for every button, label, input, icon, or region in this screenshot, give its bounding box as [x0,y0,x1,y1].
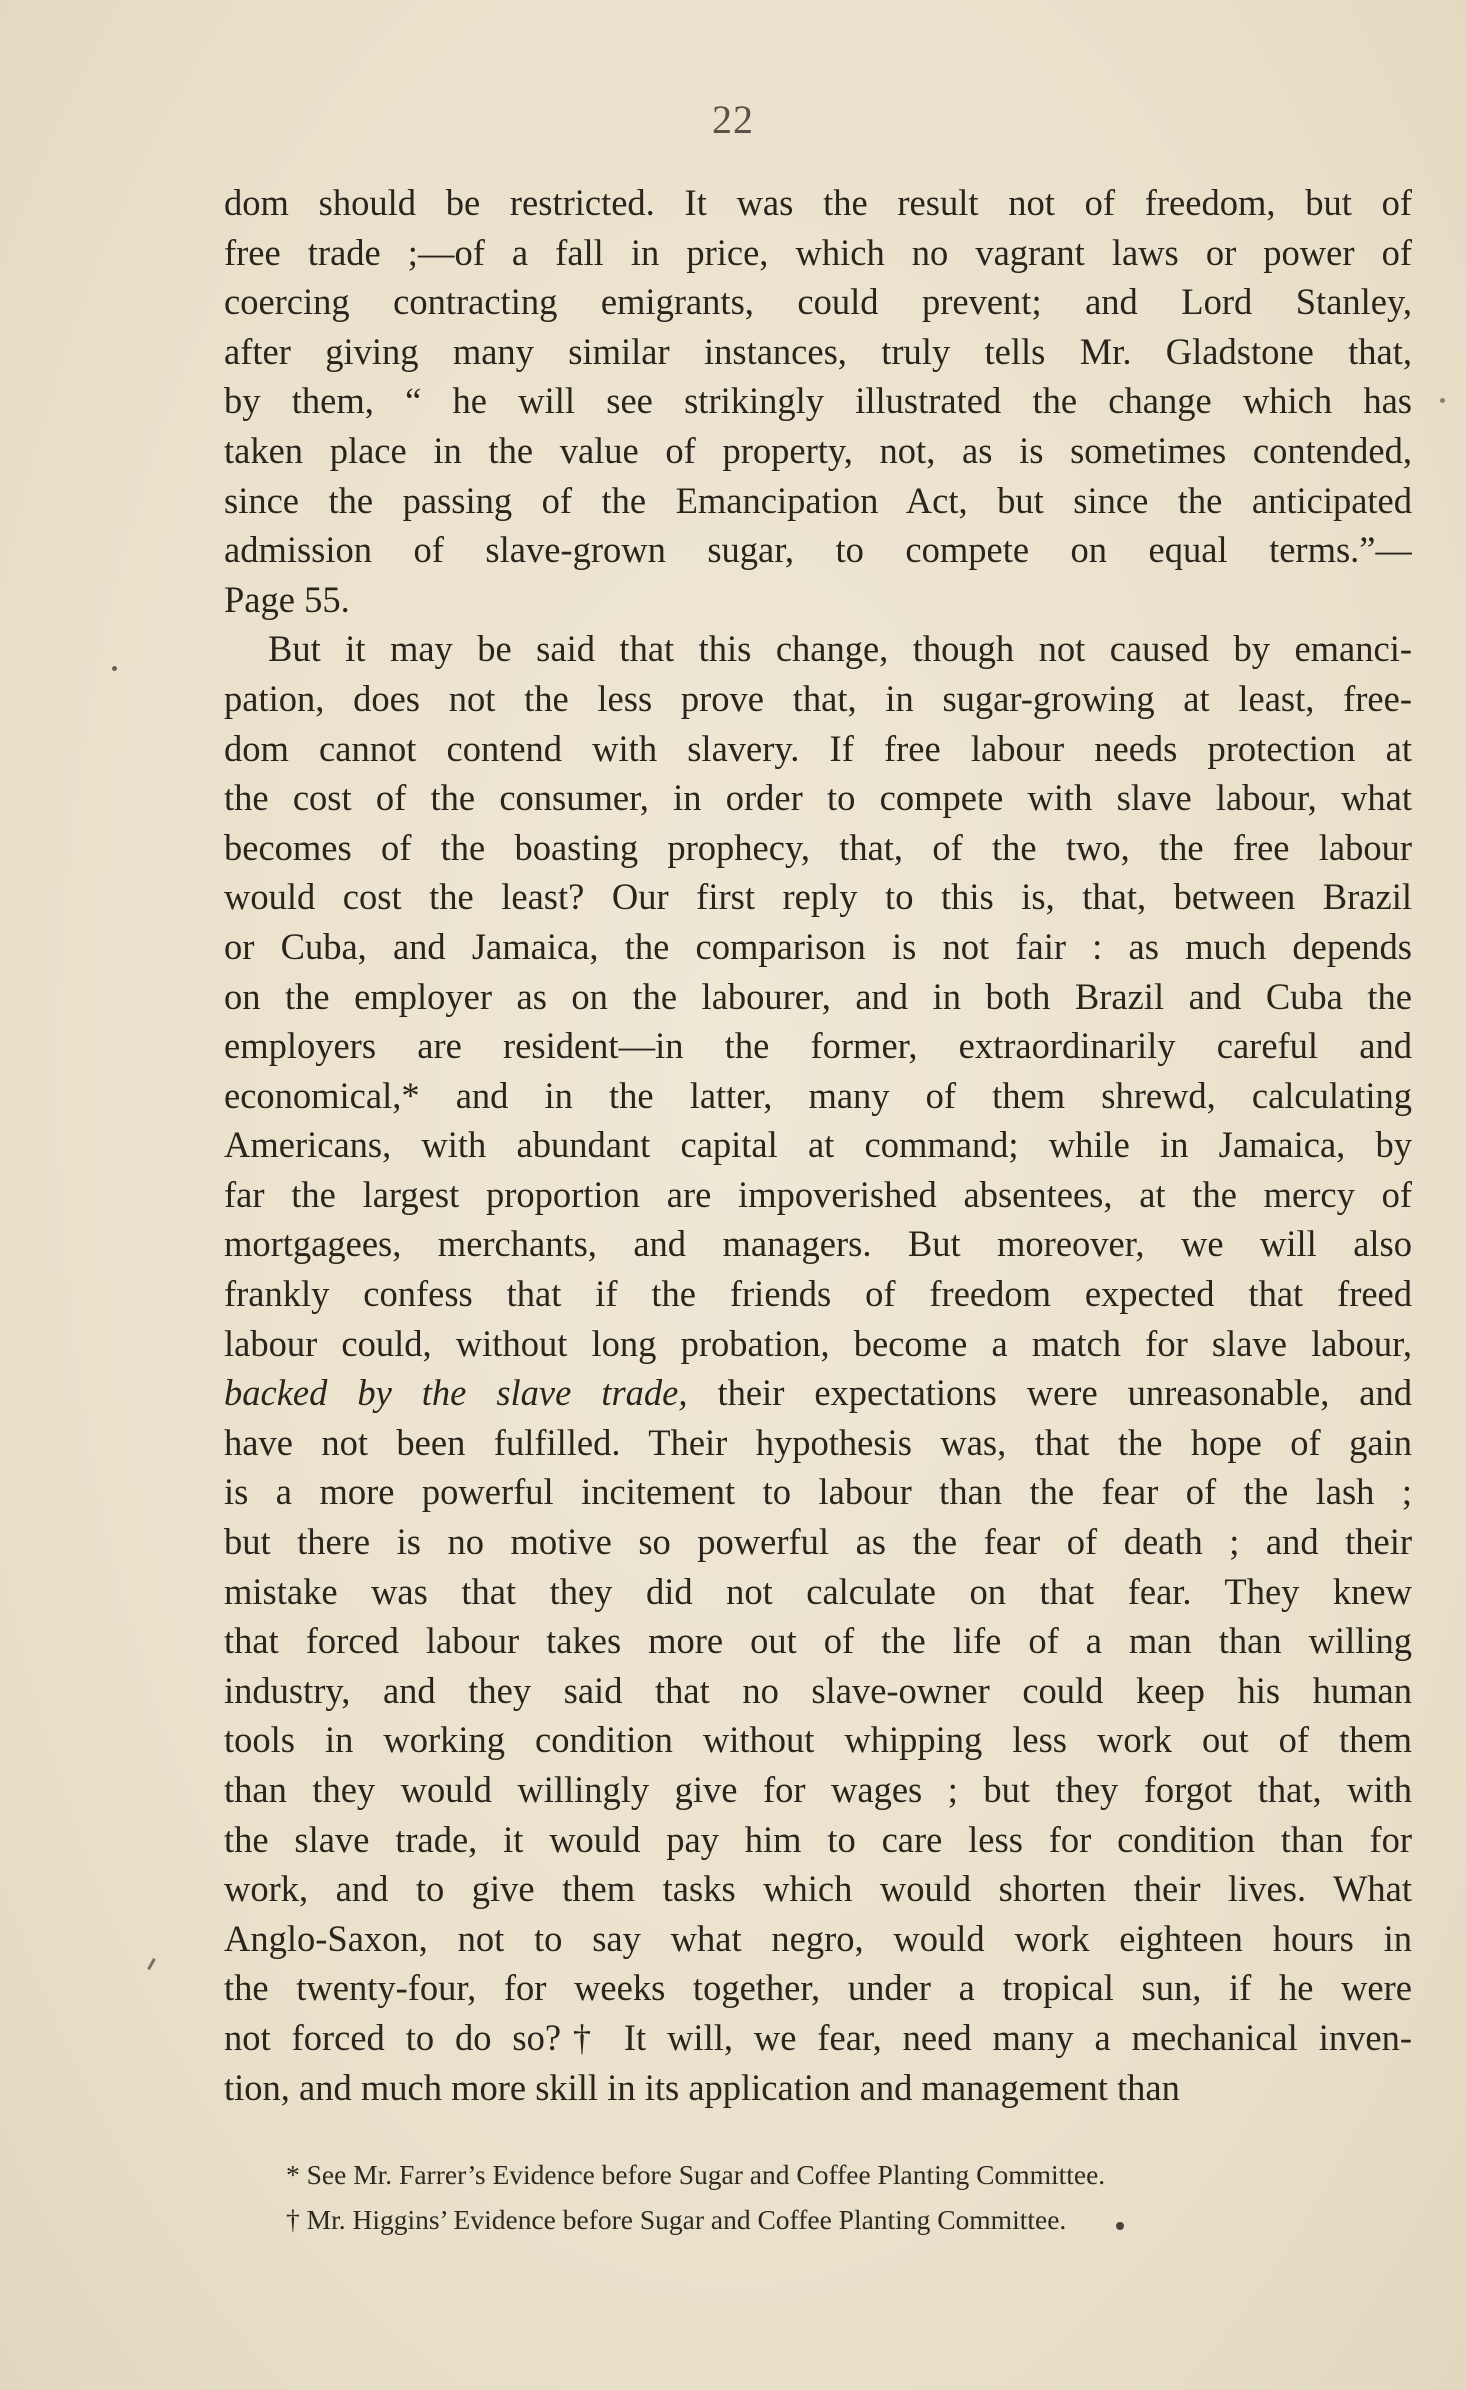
text-line: mistake was that they did not calculate on that fear. They knew [224,1570,1412,1612]
margin-speck [1440,398,1445,403]
text-line: is a more powerful incitement to labour than the fear of the lash ; [224,1471,1412,1513]
text-line: industry, and they said that no slave-owner could keep his human [224,1669,1412,1711]
text-line: Page 55. [224,578,350,620]
text-line: the cost of the consumer, in order to compete with slave labour, what [224,777,1412,819]
margin-speck [112,666,117,671]
text-line: work, and to give them tasks which would shorten their lives. What [224,1868,1412,1910]
text-line: not forced to do so?† It will, we fear, need many a mechanical inven- [224,2016,1412,2058]
text-line: tion, and much more skill in its application and management than [224,2066,1180,2108]
text-line: or Cuba, and Jamaica, the comparison is not fair : as much depends [224,925,1412,967]
text-line: Anglo-Saxon, not to say what negro, would work eighteen hours in [224,1917,1412,1959]
footnote-farrer: * See Mr. Farrer’s Evidence before Sugar and Coffee Planting Committee. [286,2159,1106,2190]
text-line: have not been fulfilled. Their hypothesis was, that the hope of gain [224,1421,1412,1463]
text-line: backed by the slave trade, their expectations were unreasonable, and [224,1372,1412,1414]
text-line: employers are resident—in the former, extraordinarily careful and [224,1025,1412,1067]
text-line: tools in working condition without whipping less work out of them [224,1719,1412,1761]
text-line: the twenty-four, for weeks together, under a tropical sun, if he were [224,1967,1412,2009]
text-line: on the employer as on the labourer, and in both Brazil and Cuba the [224,975,1412,1017]
text-line: taken place in the value of property, not, as is sometimes contended, [224,429,1412,471]
text-line: the slave trade, it would pay him to care less for condition than for [224,1818,1412,1860]
text-line: since the passing of the Emancipation Act, but since the anticipated [224,479,1412,521]
text-line: by them, “ he will see strikingly illustrated the change which has [224,380,1412,422]
text-line: coercing contracting emigrants, could prevent; and Lord Stanley, [224,281,1412,323]
margin-pencil-mark [147,1958,156,1970]
text-line: than they would willingly give for wages ; but they forgot that, with [224,1769,1412,1810]
footnotes [286,2152,1386,2242]
text-line: but there is no motive so powerful as the fear of death ; and their [224,1521,1412,1563]
italic-phrase: backed by the slave trade, [224,1372,688,1414]
text-line: dom cannot contend with slavery. If free labour needs protection at [224,727,1412,769]
footnote-higgins: † Mr. Higgins’ Evidence before Sugar and Coffee Planting Committee. [286,2204,1067,2235]
text-line: after giving many similar instances, truly tells Mr. Gladstone that, [224,330,1412,372]
text-line: economical,* and in the latter, many of them shrewd, calculating [224,1074,1412,1116]
text-line: becomes of the boasting prophecy, that, of the two, the free labour [224,826,1412,868]
text-line: mortgagees, merchants, and managers. But moreover, we will also [224,1223,1412,1265]
page-number: 22 [712,97,754,142]
body-text [224,178,1412,2112]
text-line: Americans, with abundant capital at command; while in Jamaica, by [224,1124,1412,1166]
text-line: pation, does not the less prove that, in sugar-growing at least, free- [224,677,1412,719]
text-line: far the largest proportion are impoverished absentees, at the mercy of [224,1173,1412,1215]
text-line: But it may be said that this change, though not caused by emanci- [268,628,1412,670]
text-line: dom should be restricted. It was the result not of freedom, but of [224,182,1412,223]
text-line: admission of slave-grown sugar, to compete on equal terms.”— [224,529,1412,571]
text-line: free trade ;—of a fall in price, which no vagrant laws or power of [224,231,1412,273]
ink-dot [1116,2222,1124,2230]
text-line: labour could, without long probation, become a match for slave labour, [224,1322,1412,1364]
text-line: that forced labour takes more out of the life of a man than willing [224,1620,1412,1662]
text-line: frankly confess that if the friends of freedom expected that freed [224,1273,1412,1315]
text-line: would cost the least? Our first reply to this is, that, between Brazil [224,876,1412,918]
